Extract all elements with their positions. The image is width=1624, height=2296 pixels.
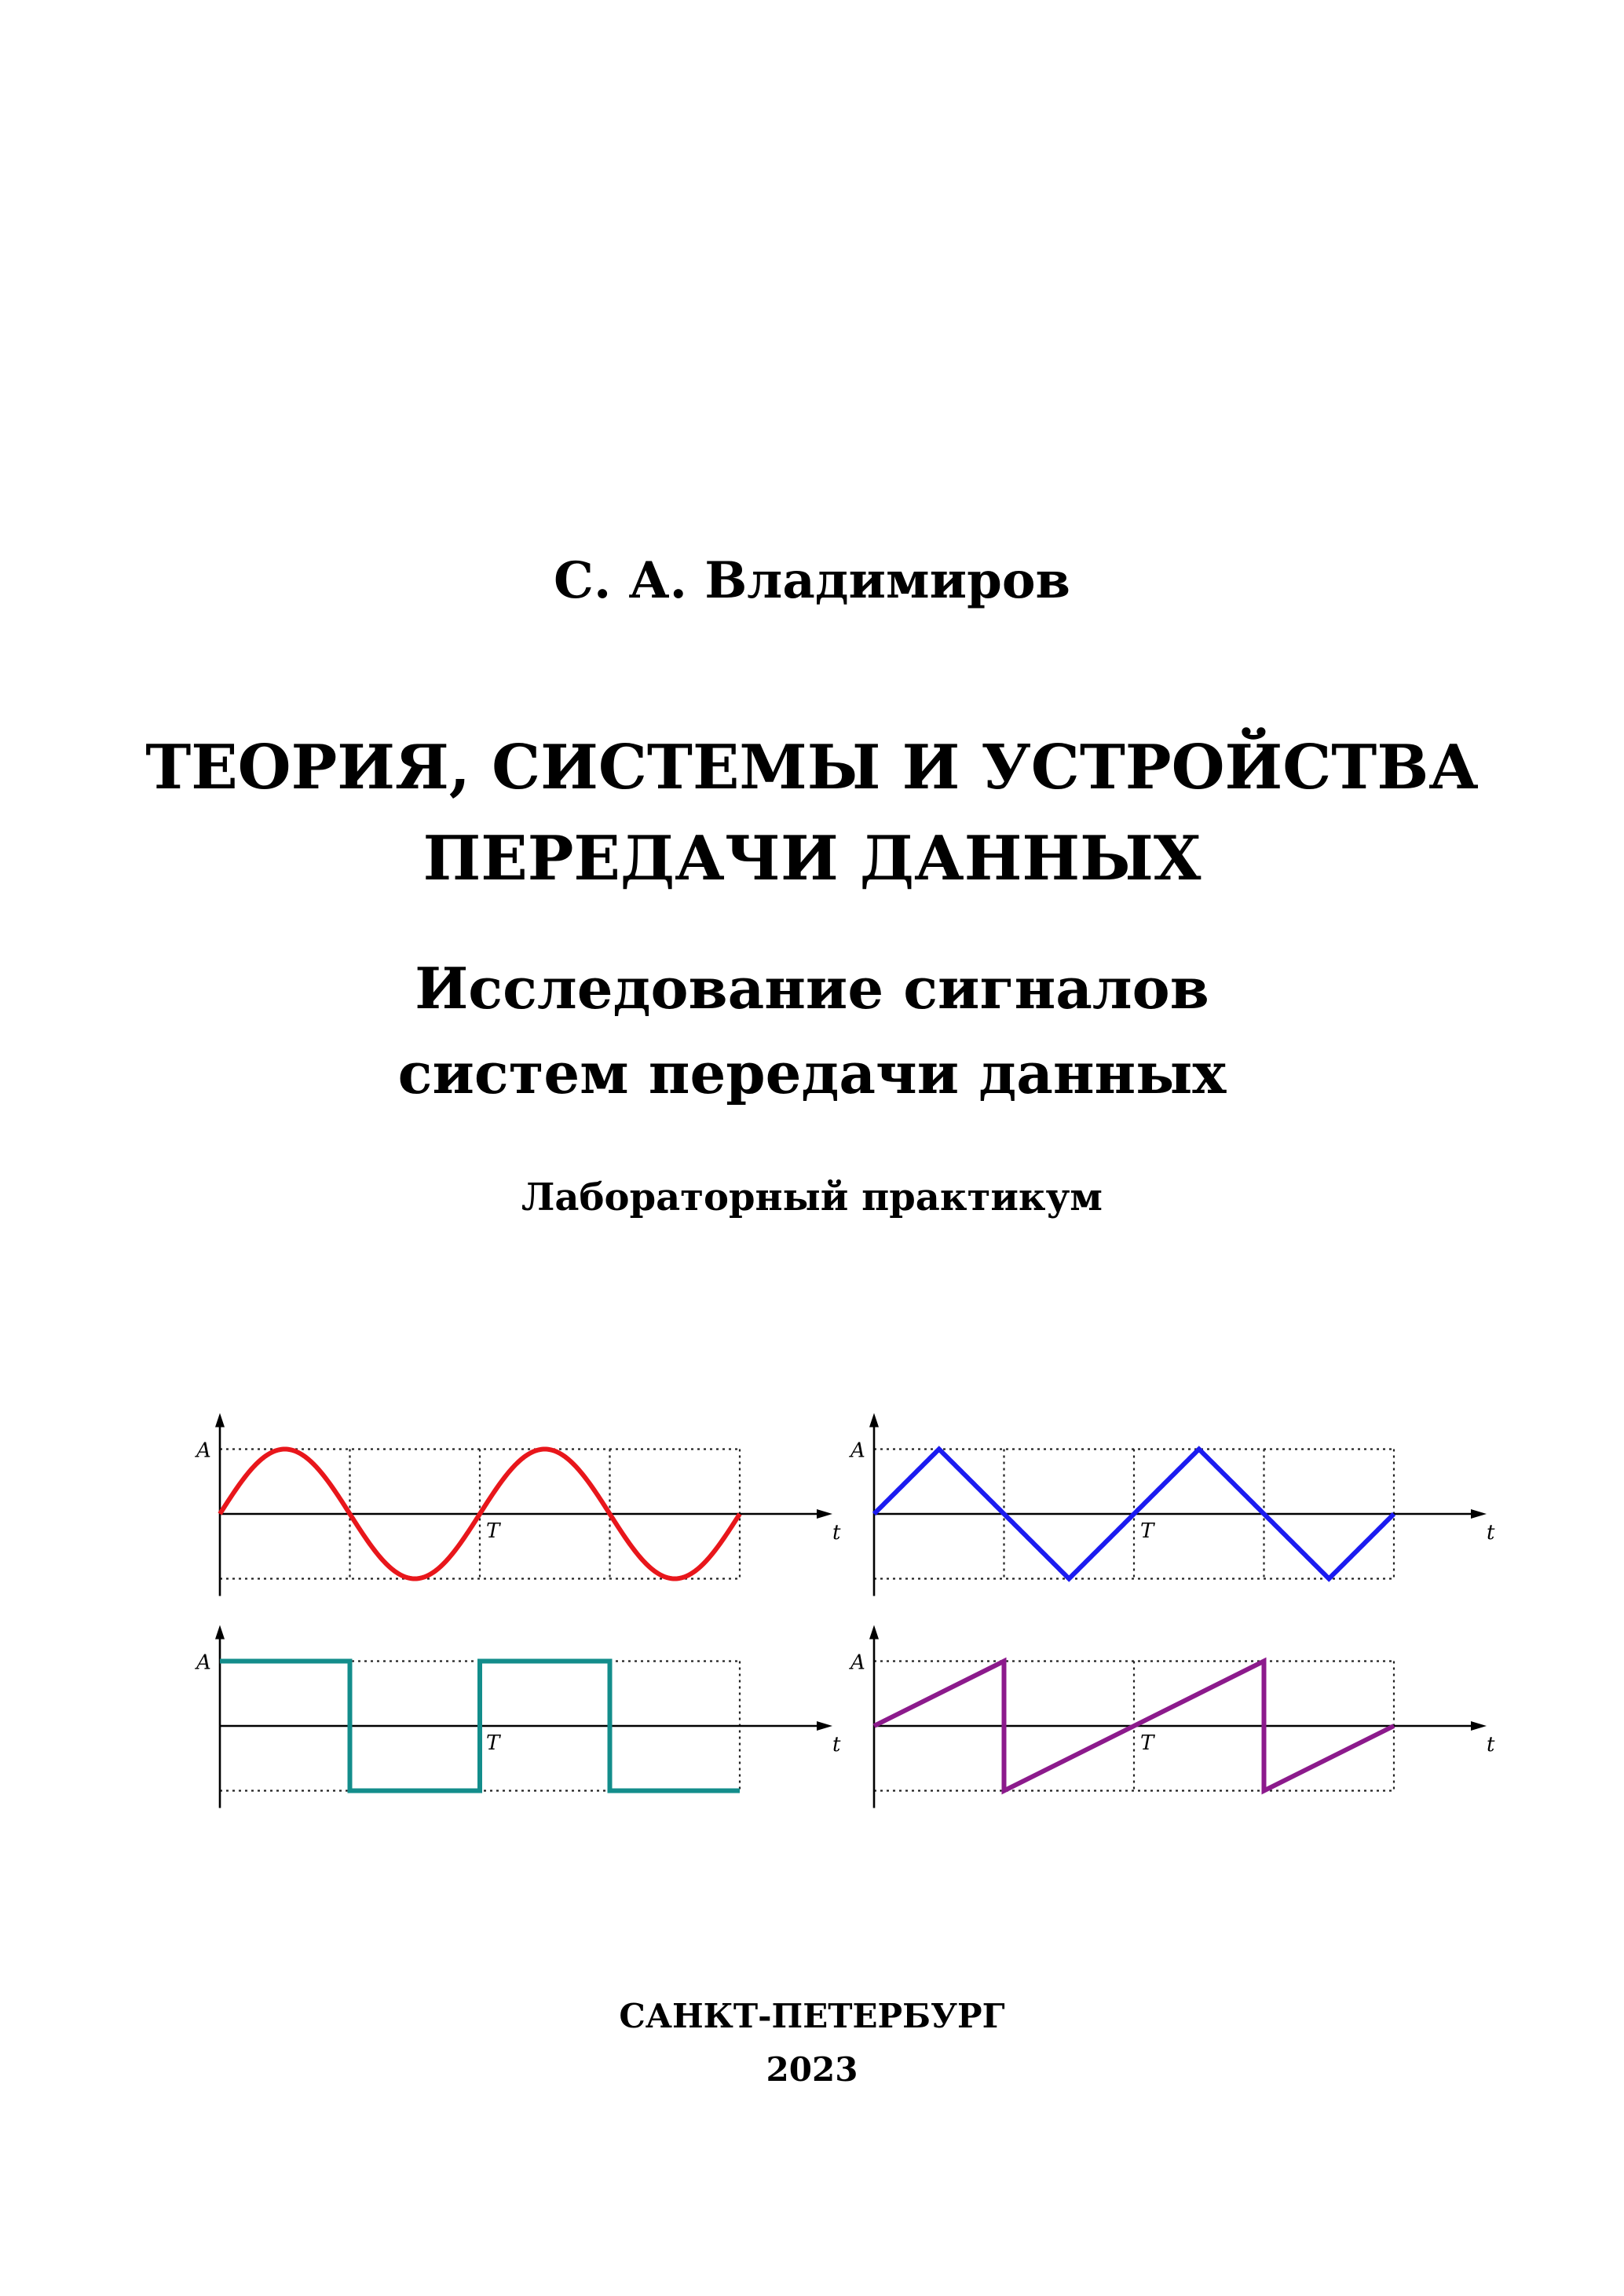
y-axis-arrow-icon — [869, 1413, 879, 1428]
book-title-line-1: ТЕОРИЯ, СИСТЕМЫ И УСТРОЙСТВА — [145, 732, 1479, 803]
period-label: T — [1140, 1731, 1154, 1755]
book-title-line-2: ПЕРЕДАЧИ ДАННЫХ — [422, 823, 1202, 894]
signal-panel-sawtooth — [849, 1625, 1495, 1808]
publication-city: САНКТ-ПЕТЕРБУРГ — [619, 1997, 1005, 2035]
signal-panel-sine — [195, 1413, 841, 1596]
period-label: T — [486, 1519, 500, 1543]
time-label: t — [832, 1521, 841, 1545]
book-subtitle-line-1: Исследование сигналов — [415, 955, 1209, 1022]
x-axis-arrow-icon — [1471, 1509, 1487, 1519]
x-axis-arrow-icon — [1471, 1721, 1487, 1731]
amplitude-label: A — [196, 1651, 211, 1675]
amplitude-label: A — [196, 1439, 211, 1463]
x-axis-arrow-icon — [817, 1721, 832, 1731]
period-label: T — [1140, 1519, 1154, 1543]
book-subtitle-line-2: систем передачи данных — [397, 1040, 1227, 1106]
y-axis-arrow-icon — [215, 1625, 225, 1640]
author-name: С. А. Владимиров — [554, 551, 1070, 610]
signal-panel-triangle — [849, 1413, 1495, 1596]
y-axis-arrow-icon — [215, 1413, 225, 1428]
y-axis-arrow-icon — [869, 1625, 879, 1640]
period-label: T — [486, 1731, 500, 1755]
time-label: t — [1487, 1521, 1495, 1545]
signal-panel-square — [195, 1625, 841, 1808]
publication-year: 2023 — [766, 2050, 858, 2089]
time-label: t — [1487, 1733, 1495, 1757]
series-label: Лабораторный практикум — [521, 1175, 1103, 1219]
time-label: t — [832, 1733, 841, 1757]
amplitude-label: A — [850, 1439, 865, 1463]
amplitude-label: A — [850, 1651, 865, 1675]
x-axis-arrow-icon — [817, 1509, 832, 1519]
